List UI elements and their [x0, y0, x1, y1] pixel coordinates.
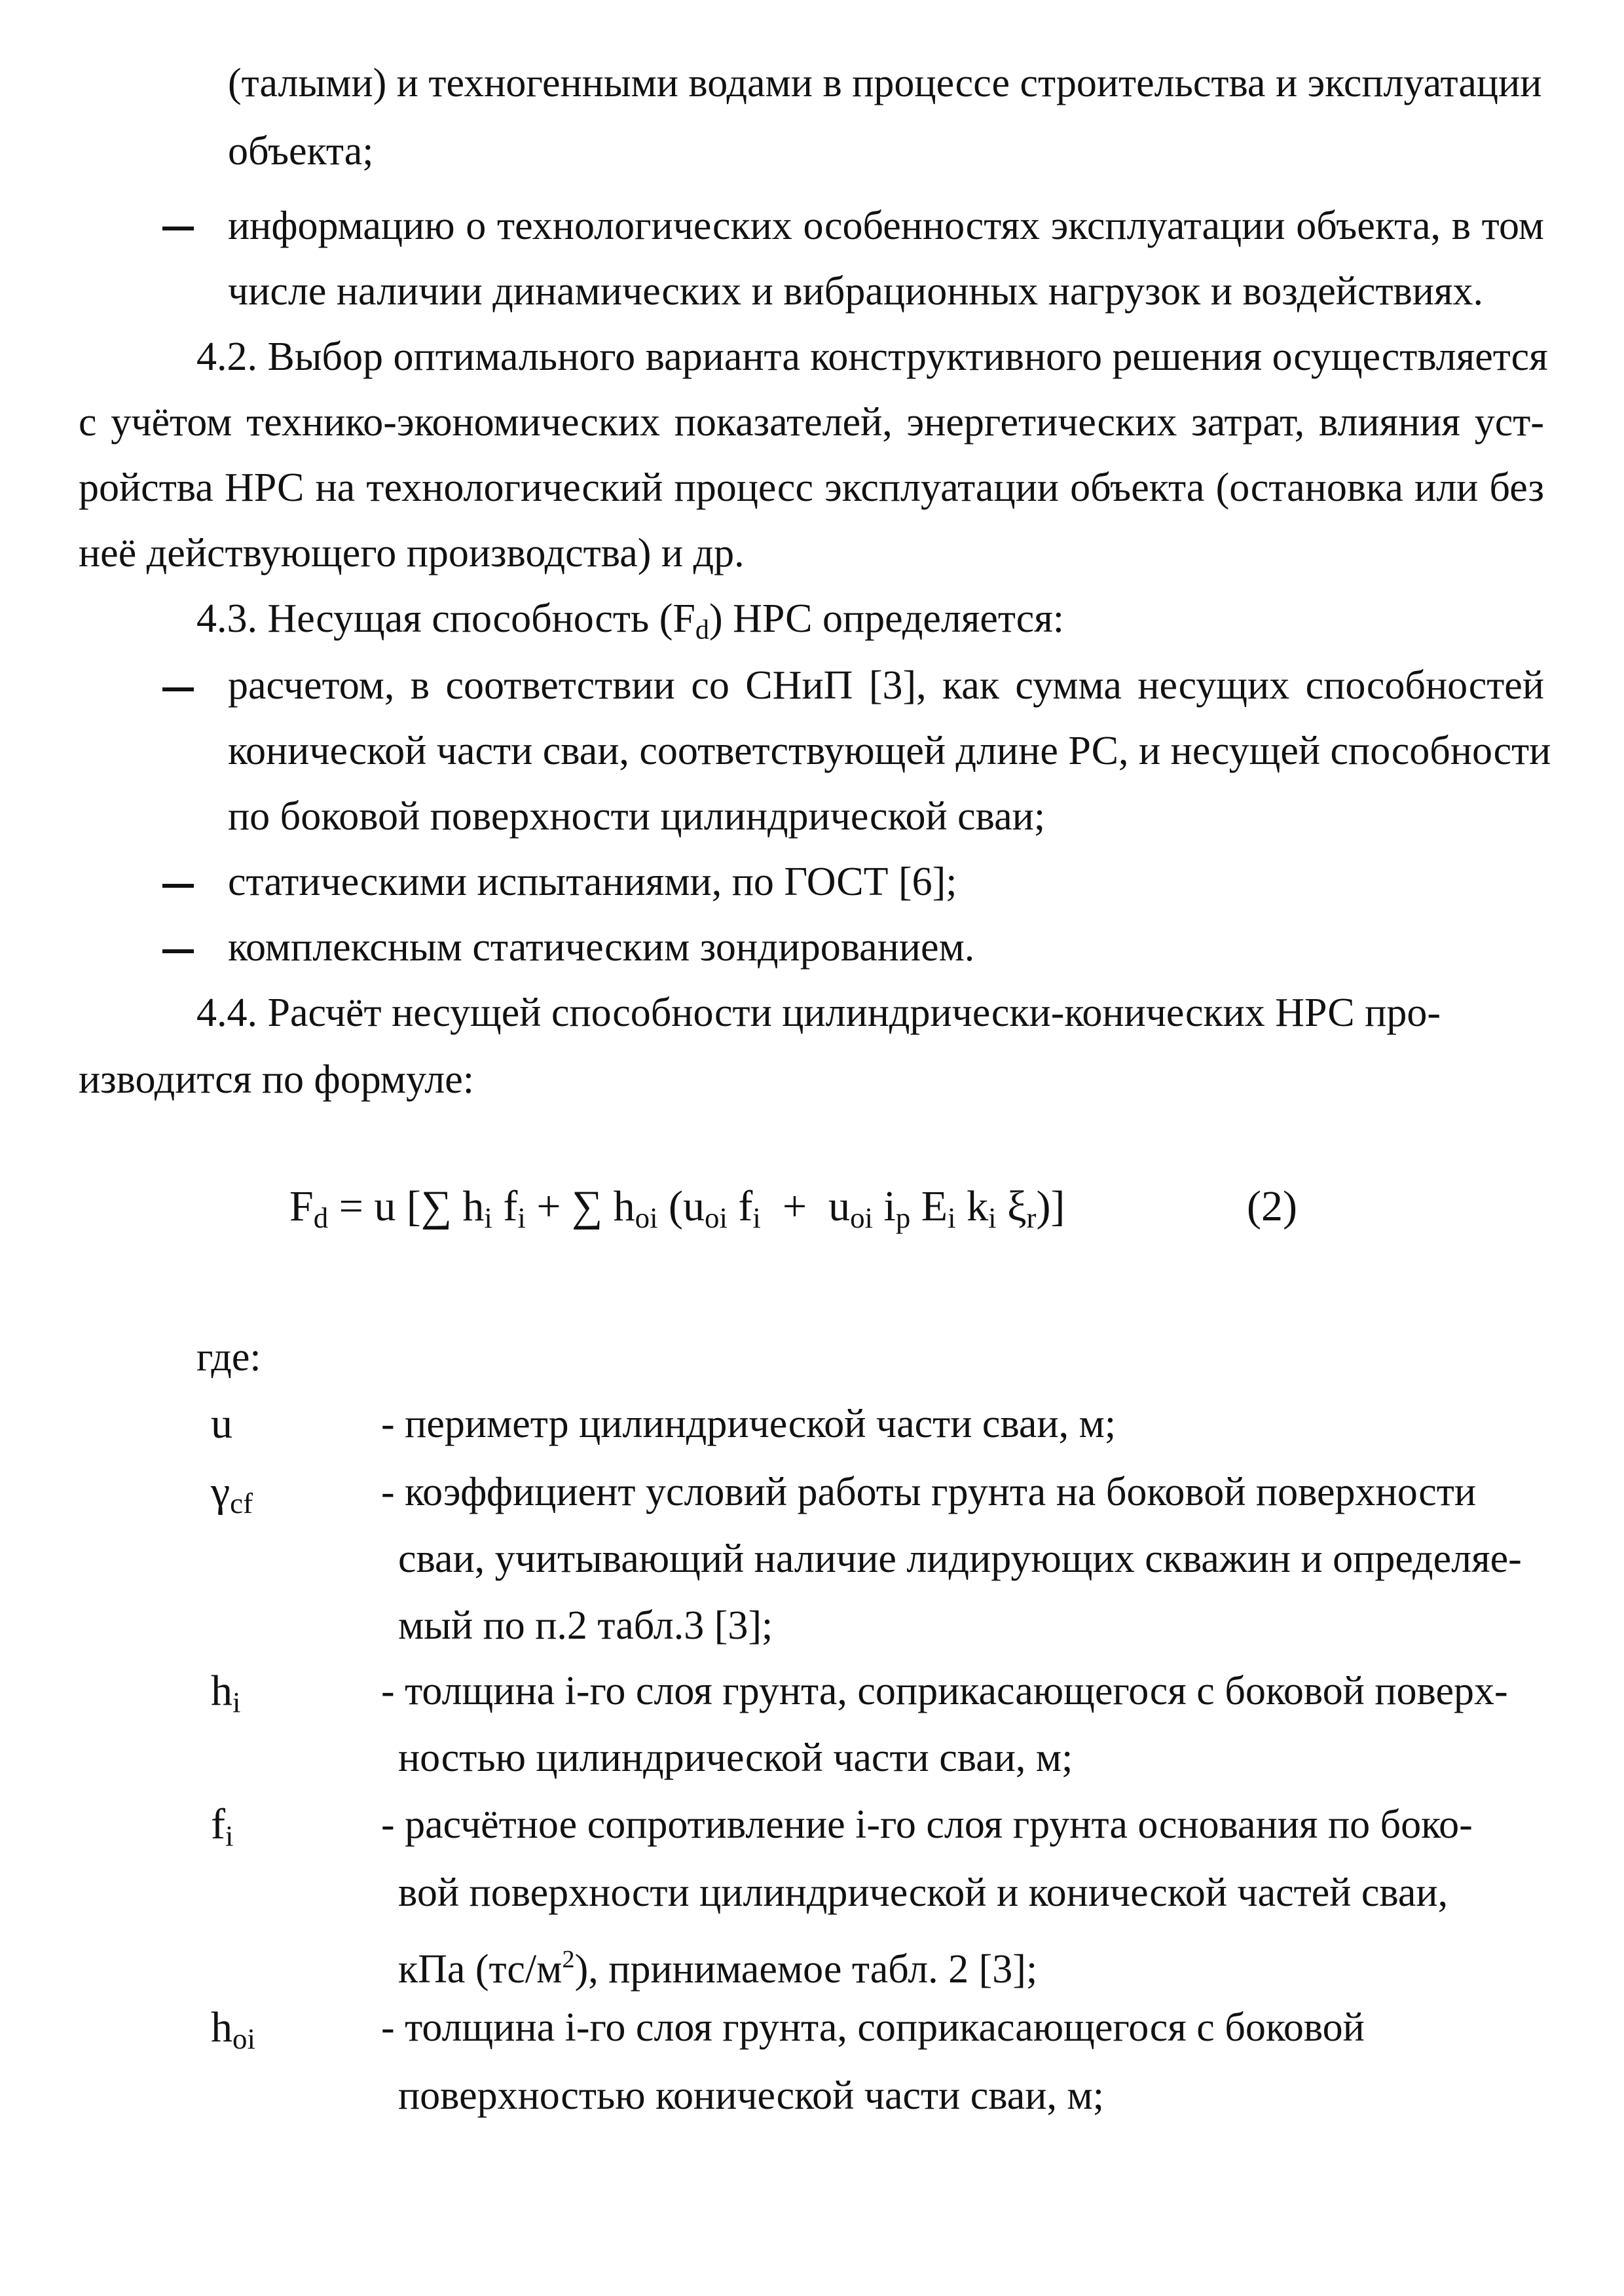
- formula-sub: i: [752, 1201, 761, 1235]
- symbol-main: u: [211, 1400, 232, 1448]
- symbol-main: h: [211, 1667, 232, 1715]
- legend-line: сваи, учитывающий наличие лидирующих скважин и определяе-: [398, 1537, 1522, 1581]
- formula-part: F: [289, 1182, 314, 1230]
- heading-text: 4.3. Несущая способность (F: [196, 596, 695, 641]
- legend-line: мый по п.2 табл.3 [3];: [398, 1603, 773, 1648]
- section-4-2-line: ройства НРС на технологический процесс эксплуатации объекта (остановка или без: [79, 465, 1544, 510]
- symbol-sub: i: [225, 1819, 234, 1853]
- legend-line: ностью цилиндрической части сваи, м;: [398, 1736, 1073, 1780]
- legend-symbol: [211, 2005, 255, 2062]
- bullet-dash: [162, 884, 194, 888]
- symbol-sub: oi: [232, 2022, 255, 2056]
- heading-text: ) НРС определяется:: [709, 596, 1064, 641]
- symbol-sub: cf: [230, 1487, 253, 1520]
- formula-part: + u: [760, 1182, 851, 1230]
- legend-line: [398, 1937, 1038, 1992]
- formula-number: (2): [1247, 1182, 1297, 1230]
- legend-symbol: [211, 1802, 233, 1859]
- formula-part: k: [955, 1182, 989, 1230]
- formula-part: (u: [657, 1182, 705, 1230]
- legend-line: - коэффициент условий работы грунта на боковой поверхности: [381, 1470, 1477, 1514]
- bullet-dash: [162, 687, 194, 691]
- bullet-line: комплексным статическим зондированием.: [228, 925, 975, 970]
- formula-part: ξ: [996, 1182, 1027, 1230]
- formula-sub: i: [517, 1201, 526, 1235]
- section-4-4-line: изводится по формуле:: [79, 1057, 474, 1102]
- bullet-dash: [162, 227, 194, 230]
- section-4-3-heading: [196, 596, 1064, 644]
- bullet-line: расчетом, в соответствии со СНиП [3], как сумма несущих способностей: [228, 663, 1544, 708]
- formula-part: f: [727, 1182, 753, 1230]
- symbol-sub: i: [232, 1686, 241, 1719]
- section-4-2-line: 4.2. Выбор оптимального варианта конструктивного решения осуществляется: [196, 335, 1548, 379]
- formula-part: i: [873, 1182, 896, 1230]
- legend-text: кПа (тс/м: [398, 1947, 563, 1992]
- legend-line: - периметр цилиндрической части сваи, м;: [381, 1402, 1116, 1446]
- bullet-dash: [162, 949, 194, 953]
- legend-line: - расчётное сопротивление i-го слоя грунта основания по боко-: [381, 1802, 1473, 1847]
- formula-sub: i: [948, 1201, 956, 1235]
- heading-subscript: d: [695, 614, 709, 646]
- symbol-main: f: [211, 1800, 225, 1848]
- symbol-main: γ: [211, 1468, 231, 1516]
- symbol-main: h: [211, 2003, 232, 2051]
- paragraph-line: объекта;: [228, 129, 374, 173]
- formula-sub: oi: [705, 1201, 728, 1235]
- formula-sub: r: [1026, 1201, 1037, 1235]
- formula-sub: p: [895, 1201, 911, 1235]
- bullet-line: статическими испытаниями, по ГОСТ [6];: [228, 860, 957, 904]
- legend-line: - толщина i-го слоя грунта, соприкасающегося с боковой поверх-: [381, 1669, 1508, 1713]
- bullet-line: информацию о технологических особенностях эксплуатации объекта, в том: [228, 204, 1544, 248]
- legend-text: ), принимаемое табл. 2 [3];: [574, 1947, 1038, 1992]
- formula-sub: oi: [850, 1201, 874, 1235]
- formula-part: E: [910, 1182, 948, 1230]
- legend-symbol: [211, 1668, 240, 1725]
- bullet-line: конической части сваи, соответствующей длине РС, и несущей способности: [228, 729, 1551, 773]
- bullet-line: числе наличии динамических и вибрационных нагрузок и воздействиях.: [228, 269, 1484, 314]
- formula-sub: i: [484, 1201, 492, 1235]
- formula-part: )]: [1036, 1182, 1065, 1230]
- legend-symbol: [211, 1469, 253, 1526]
- legend-line: поверхностью конической части сваи, м;: [398, 2073, 1104, 2118]
- section-4-4-line: 4.4. Расчёт несущей способности цилиндрически-конических НРС про-: [196, 991, 1441, 1035]
- legend-symbol: [211, 1401, 232, 1458]
- formula: [289, 1182, 1065, 1235]
- section-4-2-line: с учётом технико-экономических показателей, энергетических затрат, влияния уст-: [79, 400, 1544, 445]
- formula-part: + ∑ h: [525, 1182, 635, 1230]
- legend-superscript: 2: [562, 1946, 575, 1973]
- formula-sub: oi: [635, 1201, 658, 1235]
- formula-part: f: [492, 1182, 518, 1230]
- paragraph-line: (талыми) и техногенными водами в процессе строительства и эксплуатации: [228, 61, 1542, 105]
- where-label: где:: [196, 1335, 261, 1379]
- legend-line: - толщина i-го слоя грунта, соприкасающегося с боковой: [381, 2005, 1365, 2050]
- formula-part: = u [∑ h: [328, 1182, 485, 1230]
- legend-line: вой поверхности цилиндрической и конической частей сваи,: [398, 1870, 1449, 1915]
- formula-sub: i: [988, 1201, 997, 1235]
- bullet-line: по боковой поверхности цилиндрической сваи;: [228, 794, 1046, 839]
- formula-sub: d: [313, 1201, 329, 1235]
- section-4-2-line: неё действующего производства) и др.: [79, 531, 745, 575]
